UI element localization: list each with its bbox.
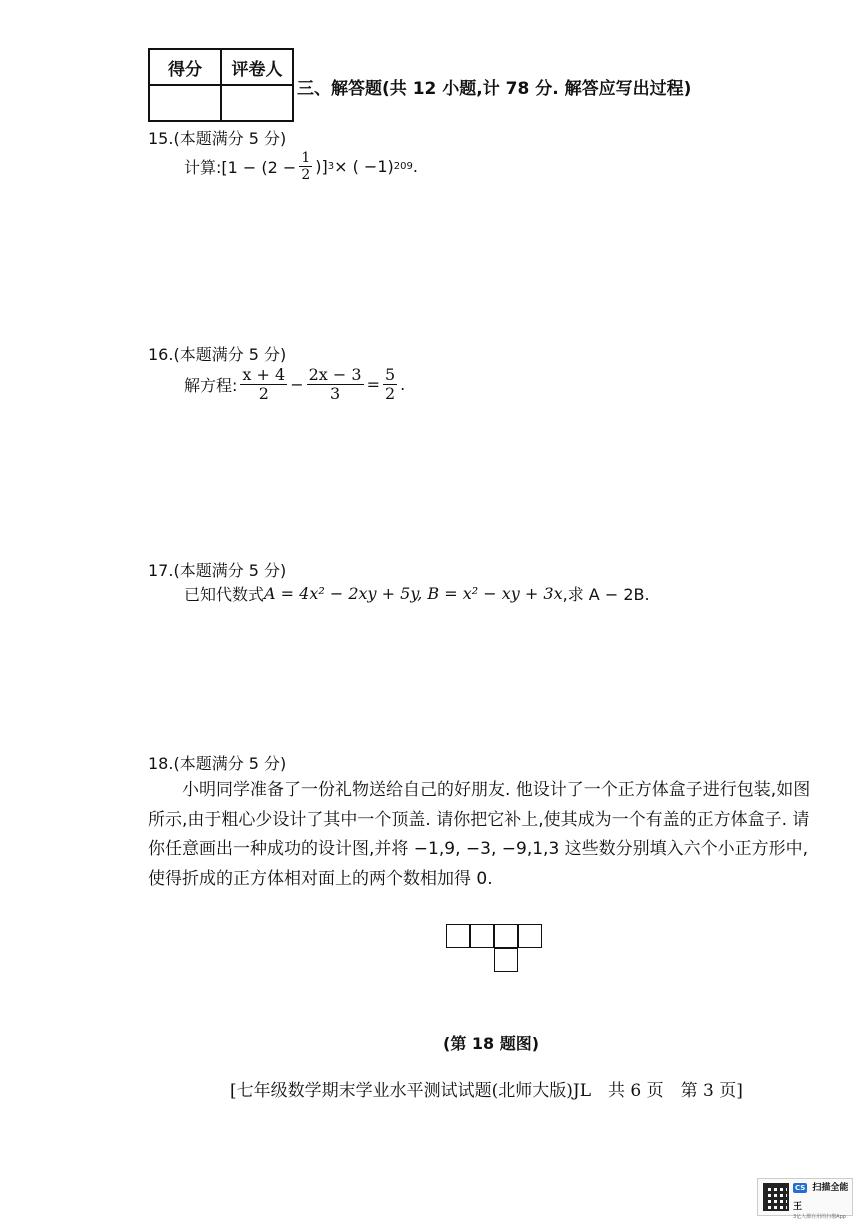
q15-frac-den: 2 (301, 167, 311, 184)
net-square (446, 924, 470, 948)
q16-f2-den: 3 (329, 384, 341, 404)
q15-end: . (412, 157, 418, 177)
q17-statement (184, 582, 650, 605)
q15-frac-num: 1 (301, 150, 311, 166)
q16-minus: − (290, 375, 304, 395)
q16-heading: 16.(本题满分 5 分) (148, 345, 287, 364)
scanner-name: 扫描全能王 (792, 1182, 849, 1212)
figure-caption: (第 18 题图) (443, 1034, 540, 1053)
q15-fraction (299, 150, 312, 183)
grader-cell (221, 85, 293, 121)
q15-exp2: 209 (393, 161, 413, 173)
cube-net-figure (446, 924, 544, 974)
q18-heading: 18.(本题满分 5 分) (148, 754, 287, 773)
scanner-subtitle: 3亿人都在用的扫描App (792, 1213, 846, 1220)
q18-line: 小明同学准备了一份礼物送给自己的好朋友. 他设计了一个正方体盒子进行包装,如图 (148, 780, 811, 800)
q15-heading: 15.(本题满分 5 分) (148, 129, 287, 148)
grader-header: 评卷人 (221, 49, 293, 85)
section-title: 三、解答题(共 12 小题,计 78 分. 解答应写出过程) (297, 79, 692, 99)
q16-f3-den: 2 (384, 384, 396, 404)
q16-prefix: 解方程: (184, 376, 238, 396)
q17-expression: A = 4x² − 2xy + 5y, B = x² − xy + 3x (264, 584, 563, 603)
q16-equation (184, 366, 405, 404)
q16-fraction-1 (240, 366, 287, 404)
net-square (518, 924, 542, 948)
scanner-watermark (757, 1178, 853, 1220)
scanner-badge-text (793, 1175, 852, 1220)
q18-line: 所示,由于粗心少设计了其中一个顶盖. 请你把它补上,使其成为一个有盖的正方体盒子. 请 (148, 809, 810, 830)
q16-f1-num: x + 4 (242, 365, 286, 384)
net-square (494, 948, 518, 972)
net-square (494, 924, 518, 948)
net-square (470, 924, 494, 948)
q17-text-suffix: ,求 A − 2B. (562, 585, 650, 604)
q15-suffix-b: × ( −1) (334, 157, 394, 177)
page-footer: [七年级数学期末学业水平测试试题(北师大版)JL 共 6 页 第 3 页] (230, 1081, 743, 1101)
q16-equals: = (366, 375, 380, 395)
q18-line: 使得折成的正方体相对面上的两个数相加得 0. (148, 868, 493, 889)
score-cell (149, 85, 221, 121)
q15-prefix: 计算:[1 − (2 − (184, 158, 297, 178)
score-table (148, 48, 294, 122)
q15-expression (184, 150, 418, 183)
q17-heading: 17.(本题满分 5 分) (148, 561, 287, 580)
q16-end: . (400, 375, 406, 395)
q17-text-prefix: 已知代数式 (184, 585, 265, 604)
q16-f1-den: 2 (258, 384, 269, 404)
score-header: 得分 (149, 49, 221, 85)
q18-line: 你任意画出一种成功的设计图,并将 −1,9, −3, −9,1,3 这些数分别填入六个小正方形中, (148, 839, 809, 859)
q16-fraction-2 (307, 366, 364, 404)
q15-suffix-a: )] (315, 157, 328, 177)
q16-fraction-3 (383, 366, 397, 404)
q16-f2-num: 2x − 3 (308, 365, 362, 384)
q16-f3-num: 5 (384, 365, 396, 384)
qr-code-icon (763, 1183, 789, 1211)
scanner-logo: CS (794, 1183, 806, 1192)
q15-exp1: 3 (327, 161, 335, 173)
q18-paragraph (148, 776, 860, 894)
